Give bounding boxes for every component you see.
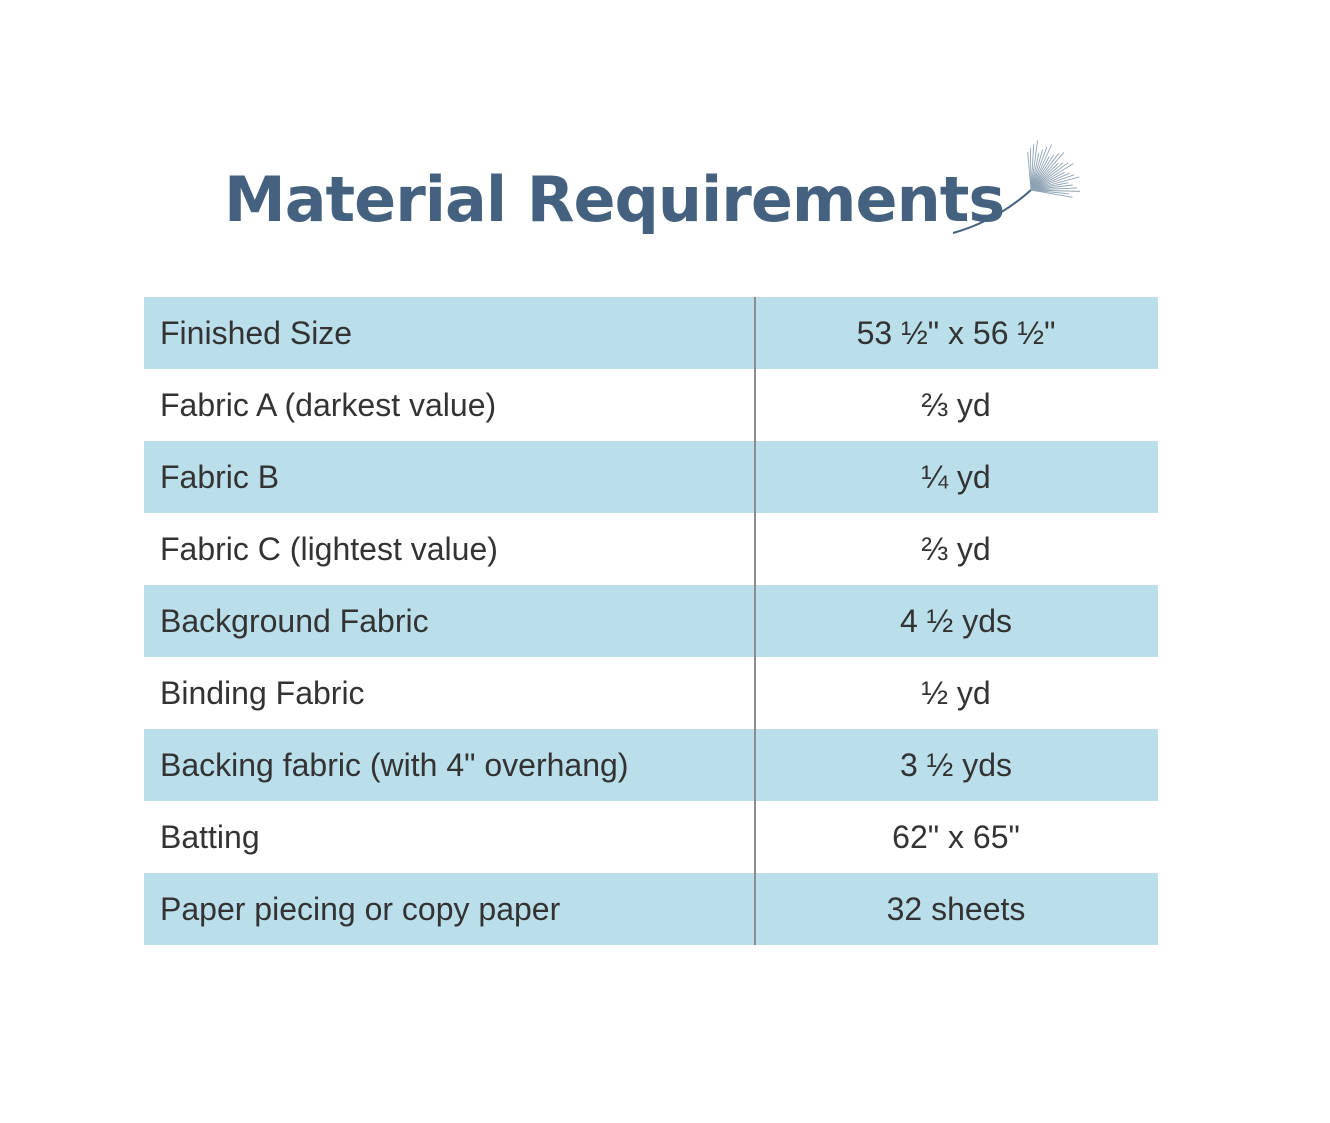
material-amount: ⅔ yd	[921, 530, 991, 567]
table-row	[144, 801, 1158, 873]
dandelion-seed-icon	[945, 140, 1080, 240]
page-title: Material Requirements	[224, 163, 1005, 236]
material-amount: ⅔ yd	[921, 386, 991, 423]
material-label: Fabric C (lightest value)	[160, 530, 498, 567]
material-amount: 4 ½ yds	[899, 602, 1013, 639]
table-row	[144, 873, 1158, 945]
material-label: Background Fabric	[160, 602, 429, 639]
material-label: Finished Size	[160, 314, 353, 351]
material-label: Fabric A (darkest value)	[160, 386, 497, 423]
table-row	[144, 657, 1158, 729]
material-amount: ½ yd	[921, 674, 991, 711]
material-amount: ¼ yd	[921, 458, 991, 495]
material-label: Binding Fabric	[160, 674, 365, 711]
material-label: Backing fabric (with 4" overhang)	[160, 746, 629, 783]
table-row	[144, 441, 1158, 513]
material-amount: 53 ½" x 56 ½"	[856, 314, 1056, 351]
table-row	[144, 369, 1158, 441]
table-row	[144, 585, 1158, 657]
material-amount: 62" x 65"	[892, 818, 1020, 855]
column-divider	[754, 297, 756, 945]
table-row	[144, 513, 1158, 585]
material-label: Batting	[160, 818, 260, 855]
material-amount: 3 ½ yds	[899, 746, 1013, 783]
table-row	[144, 729, 1158, 801]
material-amount: 32 sheets	[886, 890, 1026, 927]
material-label: Paper piecing or copy paper	[160, 890, 561, 927]
material-label: Fabric B	[160, 458, 280, 495]
table-row	[144, 297, 1158, 369]
material-requirements-table	[144, 297, 1158, 945]
